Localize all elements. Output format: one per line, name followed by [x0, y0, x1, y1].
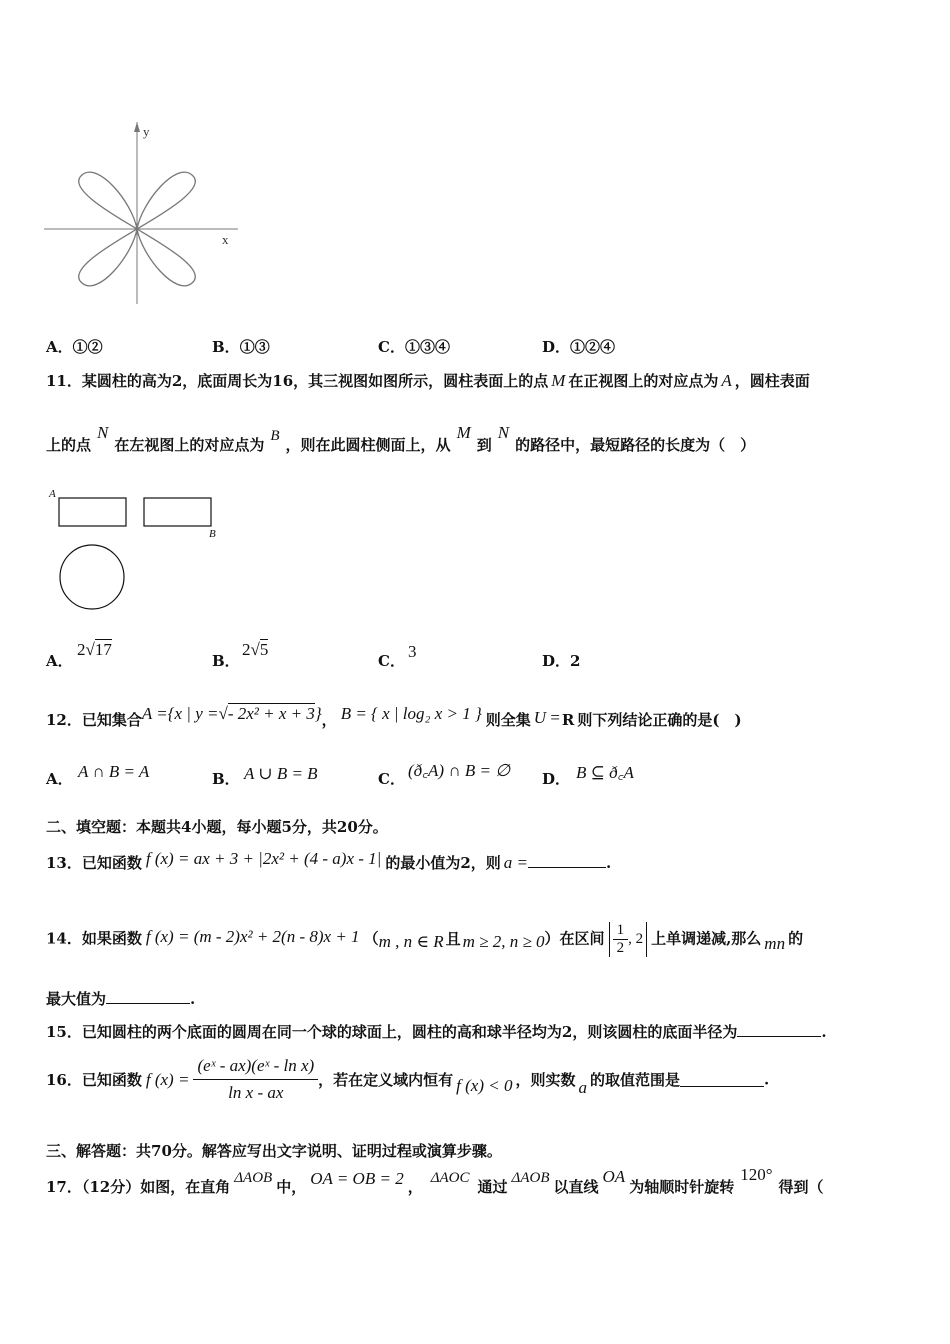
q10-option-d — [542, 336, 615, 357]
interval-denominator: 2 — [616, 940, 625, 956]
q11-line1 — [46, 370, 810, 391]
q11-text: 在正视图上的对应点为 — [568, 372, 719, 390]
real-r: R — [561, 711, 575, 729]
q14-text: 上单调递减,那么 — [651, 929, 762, 948]
q17-text: ， — [407, 1178, 423, 1196]
q10-option-a — [46, 336, 103, 357]
q11-option-b — [212, 650, 240, 671]
q12-text: 12．已知集合 — [46, 711, 142, 729]
a-equals: a = — [503, 853, 529, 872]
q10-option-b — [212, 336, 270, 357]
q12-text: 则全集 — [485, 711, 531, 729]
q14-text: 14．如果函数 — [46, 929, 142, 948]
point-m: M — [551, 371, 566, 390]
mn-product: mn — [764, 933, 786, 953]
q11-text: 11．某圆柱的高为2，底面周长为16，其三视图如图所示，圆柱表面上的点 — [46, 372, 549, 390]
triangle-aob: ΔAOB — [511, 1170, 550, 1186]
option-text: ①②④ — [570, 338, 616, 356]
q14-text: （ — [363, 929, 379, 948]
option-text: ①③④ — [404, 338, 450, 356]
q14-condition-1: m , n ∈ R — [378, 931, 444, 951]
q11-text: ，圆柱表面 — [734, 372, 810, 390]
q14-stem — [46, 922, 803, 957]
q13-text: . — [606, 854, 612, 872]
q15-text: 15．已知圆柱的两个底面的圆周在同一个球的球面上，圆柱的高和球半径均为2，则该圆柱的底面半径为 — [46, 1023, 738, 1041]
q12-option-d-expr: B ⊆ ð꜀A — [576, 763, 634, 782]
q16-text: . — [764, 1070, 770, 1089]
q16-fraction — [193, 1056, 318, 1103]
q12-text: 则下列结论正确的是( ) — [577, 711, 742, 729]
q12-option-c-expr: (ð꜀A) ∩ B = ∅ — [408, 761, 511, 780]
radicand: 17 — [94, 640, 112, 659]
q15-text: . — [821, 1023, 827, 1041]
equals: = — [546, 708, 560, 727]
q16-text: ，若在定义域内恒有 — [318, 1071, 454, 1089]
q15-answer-blank[interactable] — [737, 1022, 821, 1037]
q16-text: 的取值范围是 — [590, 1071, 681, 1089]
option-letter: A． — [46, 770, 73, 788]
cylinder-three-views — [44, 486, 234, 614]
q17-text: 通过 — [477, 1178, 508, 1196]
set-a-left: A ={x | y = — [141, 704, 219, 723]
q17-stem — [46, 1165, 824, 1197]
section-3-heading: 三、解答题：共70分。解答应写出文字说明、证明过程或演算步骤。 — [46, 1142, 502, 1160]
q14-function: f (x) = (m - 2)x² + 2(n - 8)x + 1 — [145, 926, 360, 946]
front-view — [59, 498, 126, 526]
q10-option-c — [378, 336, 450, 357]
q16-numerator: (eˣ - ax)(eˣ - ln x) — [193, 1056, 318, 1080]
q11-option-a — [46, 650, 73, 671]
set-a-radicand: - 2x² + x + 3 — [227, 704, 315, 723]
point-n: N — [497, 423, 510, 442]
triangle-aoc: ΔAOC — [430, 1170, 470, 1186]
point-a: A — [721, 371, 732, 390]
q14-condition-2: m ≥ 2, n ≥ 0 — [462, 931, 545, 951]
label-a: A — [49, 488, 56, 500]
q16-denominator: ln x - ax — [228, 1083, 284, 1102]
option-letter: B． — [212, 338, 240, 356]
q11-text: 在左视图上的对应点为 — [114, 436, 265, 454]
q11-text: ，则在此圆柱侧面上，从 — [285, 436, 451, 454]
option-letter: B． — [212, 770, 240, 788]
option-text: ①③ — [239, 338, 270, 356]
x-axis-label: x — [222, 232, 229, 247]
interval-right: , 2 — [628, 930, 644, 947]
q11-option-c — [378, 650, 405, 671]
oa-ob-equation: OA = OB = 2 — [310, 1169, 404, 1188]
q13-text: 13．已知函数 — [46, 854, 142, 872]
q12-option-d — [542, 768, 570, 789]
option-letter: D． — [542, 770, 571, 788]
sqrt-sign: √ — [250, 640, 260, 659]
set-a — [142, 704, 322, 723]
q17-text: 为轴顺时针旋转 — [629, 1178, 735, 1196]
q14-text: . — [190, 990, 196, 1008]
q16-text: 16．已知函数 — [46, 1071, 142, 1089]
rotation-angle: 120° — [740, 1165, 773, 1184]
q17-text: 中， — [276, 1178, 307, 1196]
option-letter: C． — [378, 770, 405, 788]
q12-option-c — [378, 768, 405, 789]
radicand: 5 — [259, 640, 269, 659]
q16-condition: f (x) < 0 — [456, 1075, 513, 1095]
point-m: M — [456, 423, 471, 442]
q12-text: ， — [321, 711, 337, 729]
y-axis-label: y — [143, 124, 150, 139]
q16-answer-blank[interactable] — [680, 1072, 764, 1087]
real-a: a — [578, 1077, 587, 1097]
universal-u: U — [533, 708, 547, 727]
q11-option-c-expr: 3 — [408, 642, 417, 661]
q11-text: 的路径中，最短路径的长度为（ ） — [515, 436, 756, 454]
side-view — [144, 498, 211, 526]
q13-text: 的最小值为2，则 — [385, 854, 501, 872]
option-letter: B． — [212, 652, 240, 670]
coef: 2 — [77, 640, 86, 659]
q15-stem — [46, 1021, 827, 1042]
q17-text: 17．（12分）如图，在直角 — [46, 1178, 231, 1196]
q12-option-a-expr: A ∩ B = A — [78, 762, 150, 781]
q14-text: 最大值为 — [46, 990, 107, 1008]
section-2-heading: 二、填空题：本题共4小题，每小题5分，共20分。 — [46, 818, 388, 836]
option-letter: D． — [542, 338, 571, 356]
coef: 2 — [242, 640, 251, 659]
rose-curve-figure — [40, 118, 250, 310]
q14-text: 在区间 — [559, 929, 605, 948]
q14-text: ） — [544, 929, 560, 948]
q14-line2 — [46, 988, 195, 1009]
q14-answer-blank[interactable] — [106, 989, 190, 1004]
sqrt-sign: √ — [85, 640, 95, 659]
option-letter: A． — [46, 338, 73, 356]
q11-option-b-expr — [242, 640, 268, 660]
sqrt-sign: √ — [218, 704, 228, 723]
q12-option-b — [212, 768, 240, 789]
q11-option-d — [542, 650, 580, 671]
q11-text: 到 — [476, 436, 492, 454]
q11-line2 — [46, 423, 756, 455]
option-letter: A． — [46, 652, 73, 670]
q11-text: 上的点 — [46, 436, 92, 454]
q12-option-a — [46, 768, 73, 789]
q16-function-left: f (x) = — [145, 1069, 190, 1089]
q14-text: 且 — [445, 929, 461, 948]
q13-function: f (x) = ax + 3 + |2x² + (4 - a)x - 1| — [145, 849, 382, 868]
q14-text: 的 — [788, 929, 804, 948]
q14-interval — [609, 922, 648, 957]
option-letter: D． — [542, 652, 571, 670]
option-letter: C． — [378, 338, 405, 356]
q13-stem — [46, 849, 612, 873]
q17-text: 以直线 — [553, 1178, 599, 1196]
q16-text: ，则实数 — [515, 1071, 576, 1089]
interval-numerator: 1 — [613, 922, 629, 940]
q11-option-a-expr — [77, 640, 112, 660]
line-oa: OA — [602, 1167, 626, 1186]
set-a-right: } — [314, 704, 322, 723]
point-n: N — [97, 423, 109, 442]
q12-option-b-expr: A ∪ B = B — [244, 764, 318, 783]
top-view — [60, 545, 124, 609]
option-text: 2 — [570, 652, 581, 670]
y-axis-arrow — [134, 122, 140, 132]
option-letter: C． — [378, 652, 405, 670]
point-b: B — [270, 428, 280, 444]
q17-text: 得到（ — [778, 1178, 824, 1196]
q12-stem — [46, 704, 742, 730]
q16-stem — [46, 1056, 769, 1103]
label-b: B — [209, 528, 216, 540]
set-b: B = { x | log₂ x > 1 } — [340, 704, 482, 723]
option-text: ①② — [72, 338, 103, 356]
triangle-aob: ΔAOB — [234, 1170, 273, 1186]
q13-answer-blank[interactable] — [528, 853, 606, 868]
